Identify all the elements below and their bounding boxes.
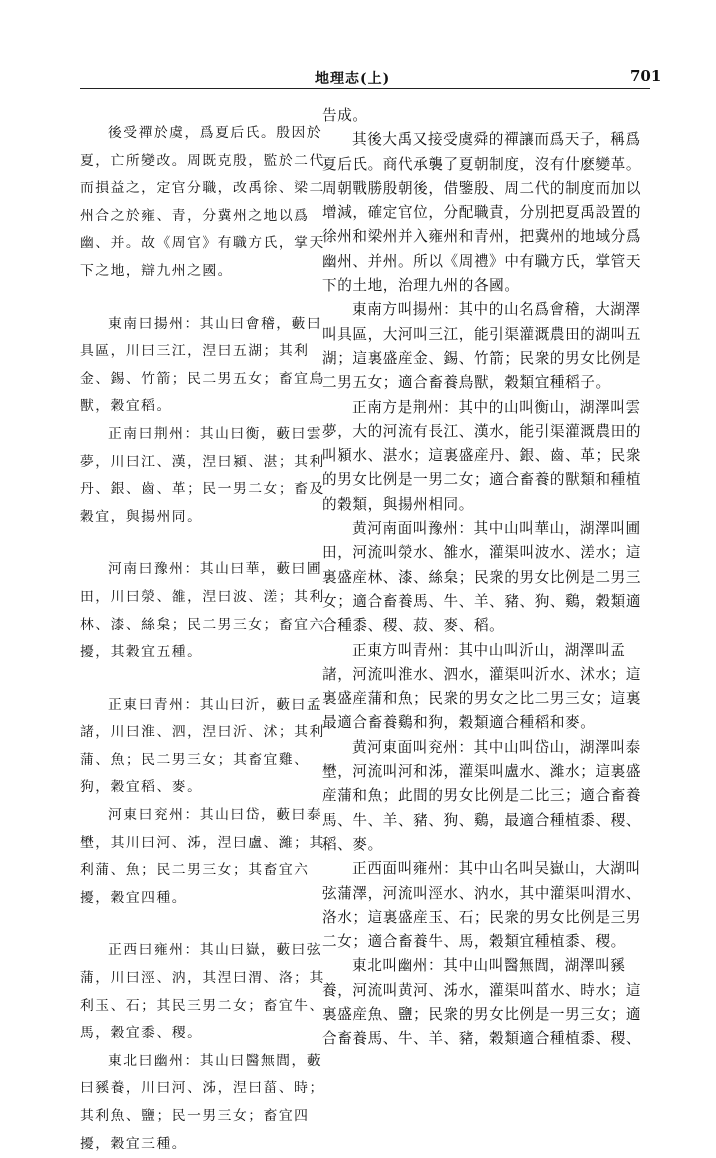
text-line: 東北叫幽州：其中山叫醫無閭，湖澤叫豯: [352, 957, 626, 975]
text-line: 田，川曰滎、雒，𣵀曰波、溠；其利: [80, 588, 325, 605]
translation-paragraph: [322, 104, 654, 128]
text-line: 稻、麥。: [322, 835, 383, 853]
text-line: 其利魚、鹽；民一男三女；畜宜四: [80, 1108, 310, 1124]
text-line: 洛水；這裏盛産玉、石；民衆的男女比例是三男: [322, 908, 642, 926]
text-line: 女；適合畜養馬、牛、羊、豬、狗、鷄，穀類適: [322, 592, 642, 610]
classical-paragraph: [80, 1048, 325, 1158]
text-line: 二女；適合畜養牛、馬，穀類宜種植黍、稷。: [322, 933, 626, 951]
page-number: 701: [630, 67, 662, 85]
text-line: 産蒲和魚；此間的男女比例是二比三；適合畜養: [322, 787, 642, 805]
text-line: 弦蒲澤，河流叫涇水、汭水，其中灌渠叫渭水、: [322, 884, 642, 902]
text-line: 的男女比例是一男二女；適合畜養的獸類和種植: [322, 471, 642, 489]
text-line: 夢，川曰江、漢，𣵀曰潁、湛；其利: [80, 453, 325, 470]
text-line: 諸，河流叫淮水、泗水，灌渠叫沂水、沭水；這: [322, 665, 642, 683]
text-line: 擾，其穀宜五種。: [80, 644, 203, 661]
text-line: 其後大禹又接受虞舜的禪讓而爲天子，稱爲: [352, 131, 641, 149]
translation-paragraph: [322, 517, 654, 638]
text-line: 正西曰雍州：其山曰嶽，藪曰弦: [108, 942, 323, 959]
section-gap: [80, 667, 300, 692]
text-line: 正南曰荆州：其山曰衡，藪曰雲: [108, 425, 323, 442]
text-line: 夏后氏。商代承襲了夏朝制度，沒有什麽變革。: [322, 155, 642, 173]
text-line: 夏，亡所變改。周既克殷，監於二代: [80, 152, 325, 169]
text-line: 後受禪於虞，爲夏后氏。殷因於: [108, 125, 323, 141]
text-line: 正南方是荆州：其中的山叫衡山，湖澤叫雲: [352, 398, 641, 416]
text-line: 黄河南面叫豫州：其中山叫華山，湖澤叫圃: [352, 520, 641, 538]
text-line: 丹、銀、齒、革；民一男二女；畜及: [80, 481, 325, 498]
header-rule: [80, 88, 650, 89]
text-line: 幽、并。故《周官》有職方氏，掌天: [80, 235, 325, 252]
text-line: 東北曰幽州：其山曰醫無閭，藪: [108, 1052, 323, 1069]
text-line: 養，河流叫黄河、泲水，灌渠叫菑水、時水；這: [322, 981, 642, 999]
text-line: 馬、牛、羊、豬、狗、鷄，最適合種植黍、稷、: [322, 811, 642, 829]
text-line: 夢，大的河流有長江、漢水，能引渠灌溉農田的: [322, 422, 642, 440]
classical-paragraph: [80, 692, 325, 802]
text-line: 蒲，川曰涇、汭，其𣵀曰渭、洛；其: [80, 970, 325, 987]
text-line: 金、錫、竹箭；民二男五女；畜宜鳥: [80, 370, 325, 387]
section-gap: [80, 286, 300, 311]
text-line: 狗，穀宜稻、麥。: [80, 779, 203, 796]
text-line: 穀宜，與揚州同。: [80, 508, 203, 525]
text-line: 正西面叫雍州：其中山名叫吴嶽山，大湖叫: [352, 860, 641, 878]
classical-paragraph: [80, 937, 325, 1047]
translation-paragraph: [322, 954, 654, 1051]
text-line: 徐州和梁州并入雍州和青州，把冀州的地域分爲: [322, 228, 642, 246]
text-line: 諸，川曰淮、泗，𣵀曰沂、沭；其利: [80, 724, 325, 741]
text-line: 獸，穀宜稻。: [80, 398, 172, 415]
text-line: 河東曰兖州：其山曰岱，藪曰泰: [108, 807, 323, 824]
text-line: 下的土地，治理九州的各國。: [322, 277, 520, 295]
running-title: 地理志(上): [315, 71, 391, 87]
text-line: 擾，穀宜四種。: [80, 889, 188, 906]
text-line: 的穀類，與揚州相同。: [322, 495, 474, 513]
classical-paragraph: [80, 311, 325, 421]
text-line: 最適合畜養鷄和狗，穀類適合種稻和麥。: [322, 714, 596, 732]
text-line: 下之地，辯九州之國。: [80, 262, 233, 279]
text-line: 州合之於雍、青，分冀州之地以爲: [80, 207, 310, 224]
text-line: 蒲、魚；民二男三女；其畜宜雞、: [80, 751, 310, 768]
text-line: 壄，河流叫河和泲，灌渠叫盧水、濰水；這裏盛: [322, 763, 642, 781]
text-line: 利玉、石；其民三男二女；畜宜牛、: [80, 997, 325, 1014]
text-line: 壄，其川曰河、泲，𣵀曰盧、濰；其: [80, 834, 325, 851]
text-line: 擾，穀宜三種。: [80, 1135, 188, 1152]
section-gap: [80, 531, 300, 556]
classical-paragraph: [80, 421, 325, 531]
text-line: 田，河流叫滎水、雒水，灌渠叫波水、溠水；這: [322, 544, 642, 562]
text-line: 利蒲、魚；民二男三女；其畜宜六: [80, 862, 310, 879]
text-line: 東南曰揚州：其山曰會稽，藪曰: [108, 315, 323, 332]
translation-paragraph: [322, 128, 654, 298]
text-line: 叫潁水、湛水；這裏盛産丹、銀、齒、革；民衆: [322, 447, 642, 465]
text-line: 叫具區，大河叫三江，能引渠灌溉農田的湖叫五: [322, 325, 642, 343]
translation-paragraph: [322, 736, 654, 857]
translation-paragraph: [322, 298, 654, 395]
text-line: 告成。: [322, 107, 368, 124]
classical-paragraph: [80, 802, 325, 912]
text-line: 裏盛産蒲和魚；民衆的男女之比二男三女；這裏: [322, 690, 642, 708]
text-line: 馬，穀宜黍、稷。: [80, 1025, 203, 1042]
classical-paragraph: [80, 120, 325, 286]
text-line: 幽州、并州。所以《周禮》中有職方氏，掌管天: [322, 252, 642, 270]
text-line: 湖；這裏盛産金、錫、竹箭；民衆的男女比例是: [322, 349, 642, 367]
text-line: 合種黍、稷、菽、麥、稻。: [322, 617, 505, 635]
classical-paragraph: [80, 556, 325, 666]
text-line: 黄河東面叫兖州：其中山叫岱山，湖澤叫泰: [352, 738, 641, 756]
original-text-column: [80, 120, 325, 1158]
text-line: 曰豯養，川曰河、泲，𣵀曰菑、時；: [80, 1080, 325, 1097]
text-line: 正東方叫青州：其中山叫沂山，湖澤叫孟: [352, 641, 626, 659]
text-line: 裏盛産魚、鹽；民衆的男女比例是一男三女；適: [322, 1005, 642, 1023]
text-line: 具區，川曰三江，𣵀曰五湖；其利: [80, 343, 310, 360]
text-line: 河南曰豫州：其山曰華，藪曰圃: [108, 561, 323, 578]
section-gap: [80, 912, 300, 937]
text-line: 東南方叫揚州：其中的山名爲會稽，大湖澤: [352, 301, 641, 319]
text-line: 而損益之，定官分職，改禹徐、梁二: [80, 180, 325, 197]
text-line: 正東曰青州：其山曰沂，藪曰孟: [108, 696, 323, 713]
text-line: 裏盛産林、漆、絲枲；民衆的男女比例是二男三: [322, 568, 642, 586]
translation-column: [322, 104, 654, 1052]
translation-paragraph: [322, 639, 654, 736]
translation-paragraph: [322, 857, 654, 954]
translation-paragraph: [322, 396, 654, 517]
text-line: 二男五女；適合畜養鳥獸，穀類宜種稻子。: [322, 374, 611, 392]
text-line: 周朝戰勝殷朝後，借鑒殷、周二代的制度而加以: [322, 179, 642, 197]
text-line: 增減，確定官位，分配職責，分別把夏禹設置的: [322, 204, 642, 222]
text-line: 合畜養馬、牛、羊、豬，穀類適合種植黍、稷、: [322, 1030, 642, 1048]
text-line: 林、漆、絲枲；民二男三女；畜宜六: [80, 616, 325, 633]
